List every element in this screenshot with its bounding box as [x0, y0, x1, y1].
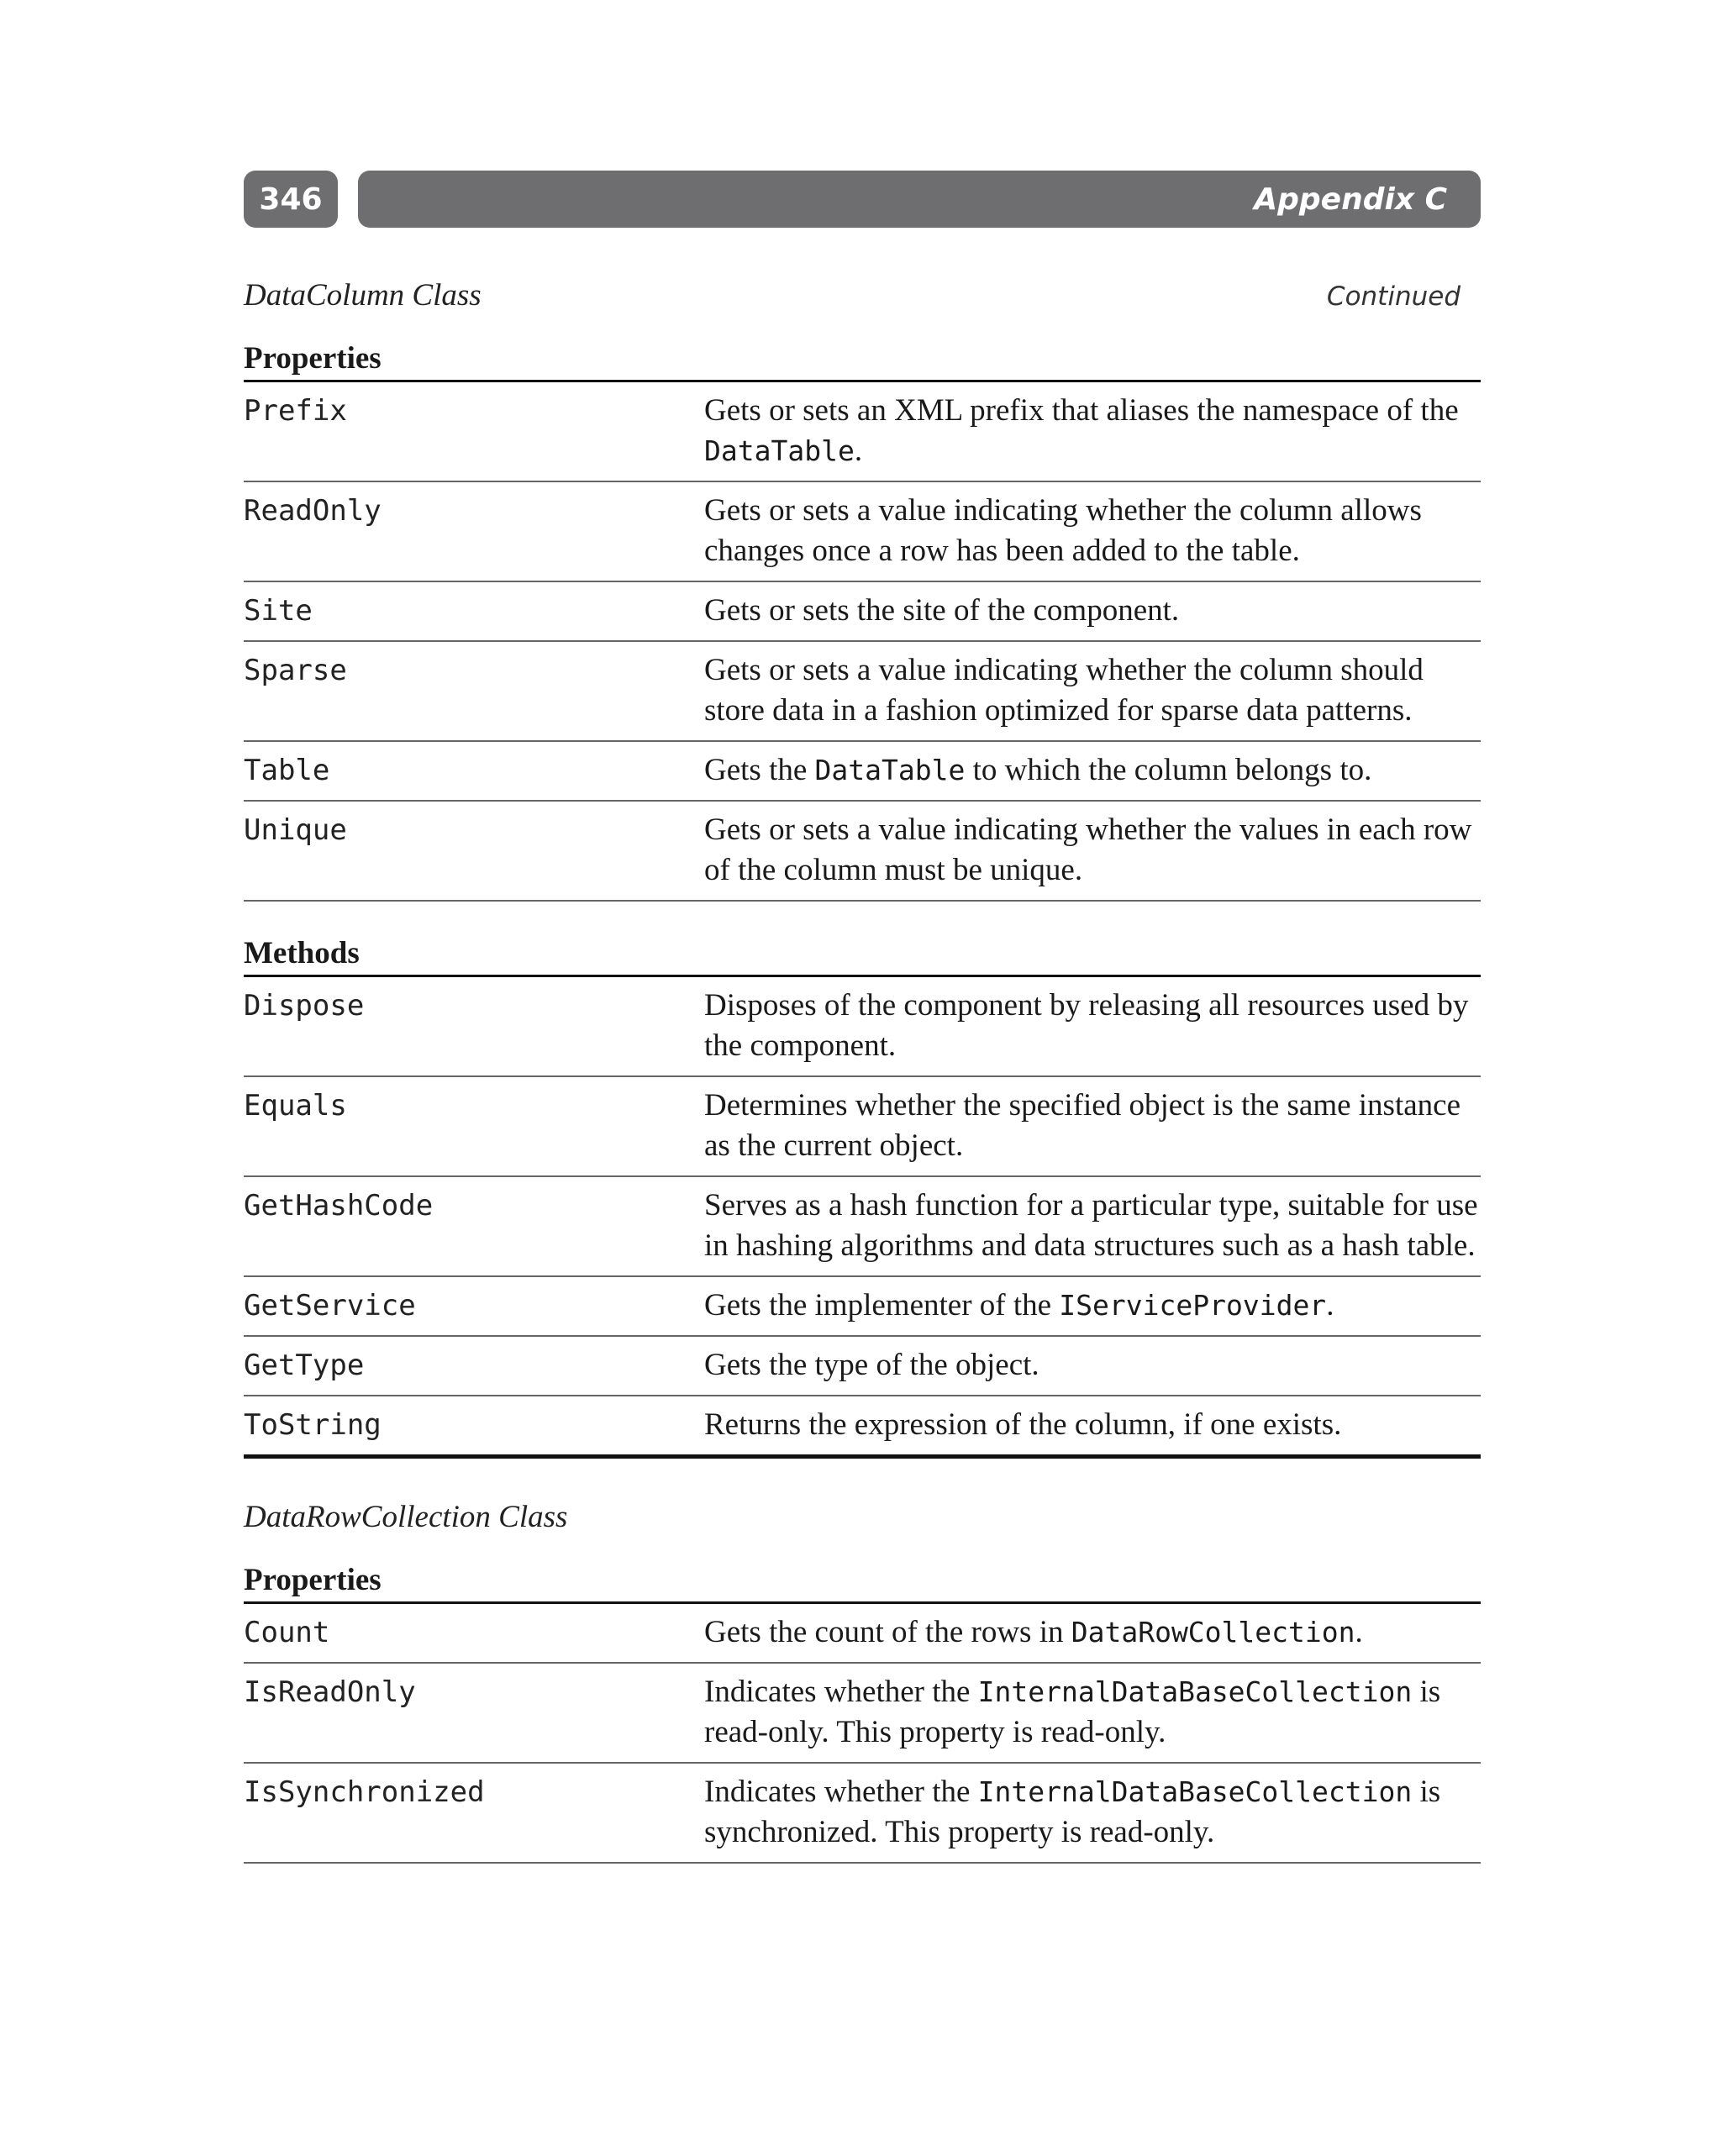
section-title: Properties [244, 1562, 1481, 1604]
table-row [244, 582, 1481, 642]
table-row [244, 382, 1481, 482]
class-title: DataRowCollection Class [244, 1500, 568, 1534]
table-row [244, 482, 1481, 582]
member-description: Gets the DataTable to which the column belongs to. [704, 753, 1372, 787]
member-name: Count [244, 1616, 330, 1649]
member-description: Gets or sets the site of the component. [704, 593, 1180, 628]
table-row [244, 1604, 1481, 1664]
member-name: Sparse [244, 654, 347, 687]
member-description: Gets or sets a value indicating whether the column should store data in a fashion optimized for sparse data patterns. [704, 653, 1424, 728]
table-row [244, 1396, 1481, 1459]
member-description: Serves as a hash function for a particular type, suitable for use in hashing algorithms and data structures such as a hash table. [704, 1188, 1478, 1263]
member-description: Gets the implementer of the IServiceProvider. [704, 1288, 1334, 1323]
member-description: Gets or sets an XML prefix that aliases the namespace of the DataTable. [704, 393, 1459, 468]
table-row [244, 1337, 1481, 1396]
page-number: 346 [244, 171, 338, 228]
member-description: Disposes of the component by releasing all resources used by the component. [704, 988, 1469, 1063]
member-name: Dispose [244, 989, 365, 1023]
table-row [244, 1077, 1481, 1177]
page-content [244, 277, 1481, 1864]
continued-label: Continued [1326, 281, 1460, 312]
member-description: Indicates whether the InternalDataBaseCollection is read-only. This property is read-only. [704, 1675, 1441, 1749]
code-term: InternalDataBaseCollection [977, 1775, 1413, 1808]
code-term: DataTable [814, 754, 966, 786]
member-name: GetHashCode [244, 1189, 434, 1223]
member-name: Equals [244, 1089, 347, 1123]
datarowcollection-title-row [244, 1499, 1481, 1535]
member-name: ReadOnly [244, 494, 382, 528]
member-name: Unique [244, 813, 347, 847]
member-name: IsReadOnly [244, 1675, 416, 1709]
class-title: DataColumn Class [244, 278, 482, 313]
table-row [244, 977, 1481, 1077]
table-row [244, 1764, 1481, 1864]
page-header [244, 171, 1481, 228]
member-description: Determines whether the specified object is the same instance as the current object. [704, 1088, 1460, 1163]
member-name: Table [244, 754, 330, 787]
section-title: Properties [244, 340, 1481, 382]
code-term: DataRowCollection [1071, 1616, 1355, 1649]
section-title: Methods [244, 935, 1481, 977]
table-row [244, 742, 1481, 802]
member-name: Site [244, 594, 313, 628]
table-row [244, 1277, 1481, 1337]
member-description: Gets the type of the object. [704, 1348, 1039, 1382]
table-row [244, 802, 1481, 902]
member-name: GetService [244, 1289, 416, 1323]
table-row [244, 1177, 1481, 1277]
datacolumn-title-row [244, 277, 1481, 313]
appendix-label: Appendix C [358, 171, 1481, 228]
member-description: Gets or sets a value indicating whether the column allows changes once a row has been added to the table. [704, 493, 1422, 568]
code-term: DataTable [704, 434, 855, 467]
table-row [244, 642, 1481, 742]
member-description: Indicates whether the InternalDataBaseCollection is synchronized. This property is read-only. [704, 1775, 1441, 1849]
member-name: IsSynchronized [244, 1775, 485, 1809]
code-term: InternalDataBaseCollection [977, 1675, 1413, 1708]
member-description: Returns the expression of the column, if one exists. [704, 1407, 1342, 1442]
table-row [244, 1664, 1481, 1764]
member-name: Prefix [244, 394, 347, 428]
member-description: Gets or sets a value indicating whether the values in each row of the column must be unique. [704, 812, 1472, 887]
member-description: Gets the count of the rows in DataRowCollection. [704, 1615, 1363, 1649]
member-name: ToString [244, 1408, 382, 1442]
code-term: IServiceProvider [1059, 1289, 1327, 1322]
member-name: GetType [244, 1349, 365, 1382]
